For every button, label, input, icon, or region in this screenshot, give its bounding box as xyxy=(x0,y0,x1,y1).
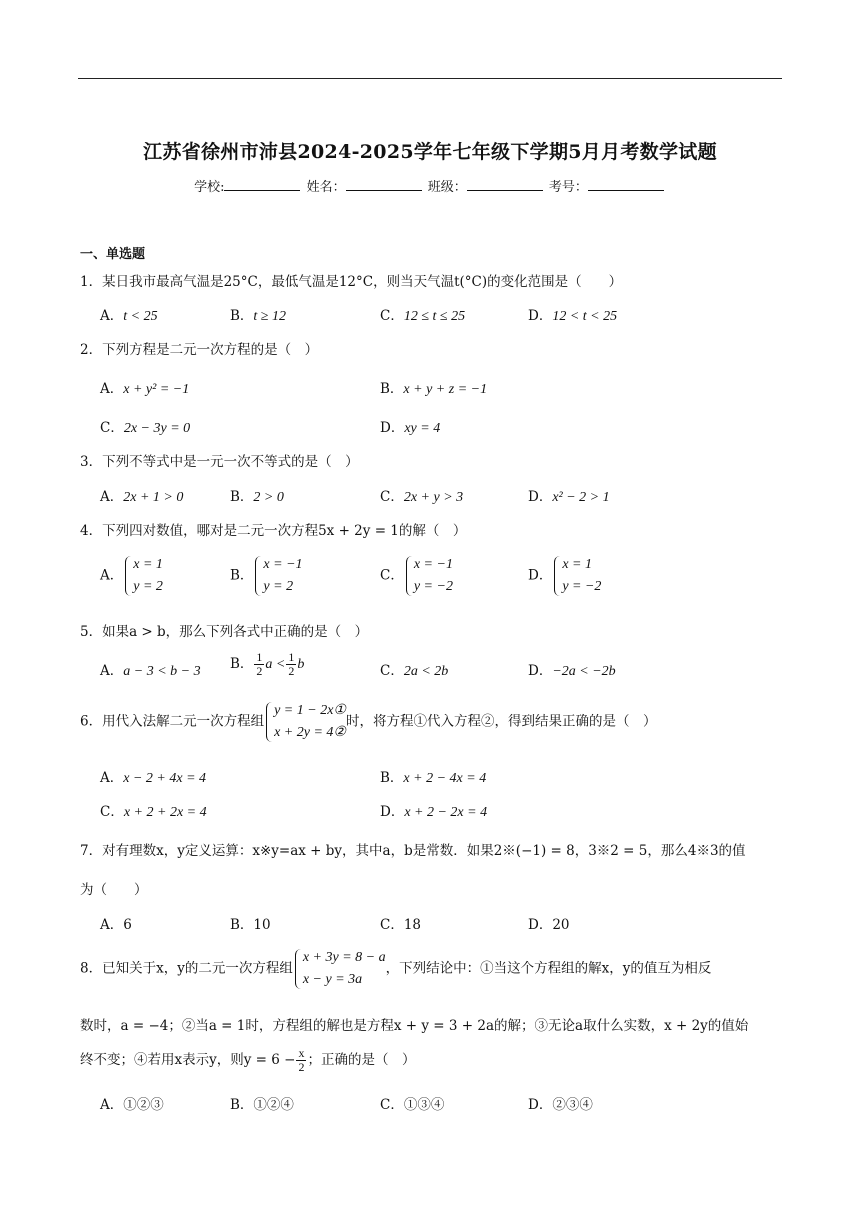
option-value: a − 3 < b − 3 xyxy=(123,664,201,679)
q6-option-c[interactable] xyxy=(100,800,207,821)
number-blank[interactable] xyxy=(588,178,664,191)
option-value: 18 xyxy=(403,917,422,933)
page-title: 江苏省徐州市沛县2024-2025学年七年级下学期5月月考数学试题 xyxy=(143,141,717,163)
option-label: D． xyxy=(380,420,405,436)
equation: x + 3y = 8 − a xyxy=(302,950,386,965)
school-blank[interactable] xyxy=(224,178,300,191)
option-label: A． xyxy=(100,308,124,324)
option-value: 12 < t < 25 xyxy=(552,309,618,324)
q8-option-a[interactable] xyxy=(100,1093,164,1113)
option-label: D． xyxy=(528,1097,553,1113)
q4-option-c[interactable] xyxy=(380,554,453,598)
q2-option-b[interactable] xyxy=(380,377,487,398)
question-4-stem: 4．下列四对数值，哪对是二元一次方程5x + 2y = 1的解（ ） xyxy=(80,523,467,539)
equation-system xyxy=(123,554,163,598)
option-value: 2x − 3y = 0 xyxy=(123,421,191,436)
question-7-stem: 7．对有理数x，y定义运算：x※y=ax + by，其中a，b是常数．如果2※(−1) = 8，3※2 = 5，那么4※3的值 xyxy=(80,843,746,859)
option-label: A． xyxy=(100,567,124,584)
question-5-stem: 5．如果a > b，那么下列各式中正确的是（ ） xyxy=(80,624,369,640)
equation-system xyxy=(404,554,453,598)
option-label: A． xyxy=(100,1097,124,1113)
equation: x = 1 xyxy=(133,557,163,572)
equation: x = −1 xyxy=(263,557,303,572)
class-blank[interactable] xyxy=(467,178,543,191)
q3-option-a[interactable] xyxy=(100,485,183,506)
question-8-stem-cont: 数时，a = −4；②当a = 1时，方程组的解也是方程x + y = 3 + 2a的解；③无论a取什么实数，x + 2y的值始 xyxy=(80,1018,749,1034)
name-blank[interactable] xyxy=(346,178,422,191)
option-value: x − 2 + 4x = 4 xyxy=(123,771,207,786)
option-label: B． xyxy=(230,308,254,324)
option-label: B． xyxy=(230,656,254,672)
q4-option-a[interactable] xyxy=(100,554,163,598)
option-label: A． xyxy=(100,917,124,933)
option-label: B． xyxy=(230,1097,254,1113)
q5-option-d[interactable] xyxy=(528,659,616,680)
option-value: −2a < −2b xyxy=(552,664,616,679)
fraction: $\frac{1}{2}$ xyxy=(288,650,295,678)
option-value: b xyxy=(297,657,305,672)
option-value: 10 xyxy=(253,917,271,933)
option-label: B． xyxy=(230,917,254,933)
option-value: ②③④ xyxy=(552,1097,593,1113)
header-rule xyxy=(78,78,782,79)
option-label: D． xyxy=(528,917,553,933)
q7-option-b[interactable] xyxy=(230,913,271,933)
q3-option-c[interactable] xyxy=(380,485,463,506)
equation: x = 1 xyxy=(562,557,592,572)
q2-option-c[interactable] xyxy=(100,416,190,437)
q6-option-b[interactable] xyxy=(380,766,486,787)
option-label: A． xyxy=(100,663,124,679)
question-6-stem xyxy=(80,700,656,744)
q8-option-d[interactable] xyxy=(528,1093,593,1113)
option-value: 2x + 1 > 0 xyxy=(123,490,184,505)
q3-option-b[interactable] xyxy=(230,485,284,506)
option-label: C． xyxy=(380,917,404,933)
equation: y = 2 xyxy=(133,579,163,594)
fraction: $\frac{1}{2}$ xyxy=(256,650,263,678)
q8-option-c[interactable] xyxy=(380,1093,444,1113)
option-value: x + 2 − 2x = 4 xyxy=(404,805,488,820)
stem-text: ；正确的是（ ） xyxy=(307,1052,416,1068)
q2-option-a[interactable] xyxy=(100,377,189,398)
question-7-stem-cont: 为（ ） xyxy=(80,882,148,898)
option-label: D． xyxy=(380,804,405,820)
stem-text: ，下列结论中：①当这个方程组的解x，y的值互为相反 xyxy=(385,960,712,977)
equation: x = −1 xyxy=(413,557,453,572)
option-label: A． xyxy=(100,381,124,397)
question-3-stem: 3．下列不等式中是一元一次不等式的是（ ） xyxy=(80,454,359,470)
equation-system xyxy=(552,554,601,598)
question-1-stem: 1．某日我市最高气温是25°C，最低气温是12°C，则当天气温t(°C)的变化范围是（ ） xyxy=(80,274,623,290)
q4-option-d[interactable] xyxy=(528,554,601,598)
option-value: 2a < 2b xyxy=(403,664,449,679)
option-value: 6 xyxy=(123,917,132,933)
equation: x − y = 3a xyxy=(302,972,363,987)
option-label: B． xyxy=(380,381,404,397)
student-info-line xyxy=(0,176,860,195)
equation-system xyxy=(253,554,302,598)
option-label: C． xyxy=(380,308,404,324)
option-value: x + y + z = −1 xyxy=(403,382,488,397)
option-value: 2 > 0 xyxy=(253,490,284,505)
option-value: a < xyxy=(265,657,286,672)
question-8-stem-end xyxy=(80,1047,415,1074)
option-label: C． xyxy=(100,420,124,436)
q6-option-a[interactable] xyxy=(100,766,206,787)
q4-option-b[interactable] xyxy=(230,554,303,598)
option-label: C． xyxy=(100,804,124,820)
option-value: x + y² = −1 xyxy=(123,382,190,397)
option-value: ①③④ xyxy=(403,1097,445,1113)
question-2-stem: 2．下列方程是二元一次方程的是（ ） xyxy=(80,342,319,358)
stem-text: 终不变；④若用x表示y，则y = 6 − xyxy=(80,1052,296,1068)
q5-option-a[interactable] xyxy=(100,659,201,680)
name-label: 姓名： xyxy=(306,180,346,195)
option-label: C． xyxy=(380,663,404,679)
option-label: B． xyxy=(230,567,254,584)
option-label: C． xyxy=(380,567,404,584)
option-label: D． xyxy=(528,663,553,679)
option-label: D． xyxy=(528,489,553,505)
q3-option-d[interactable] xyxy=(528,485,610,506)
q7-option-c[interactable] xyxy=(380,913,421,933)
equation-system xyxy=(293,947,386,991)
option-label: B． xyxy=(380,770,404,786)
option-label: C． xyxy=(380,489,404,505)
stem-text: 时，将方程①代入方程②，得到结果正确的是（ ） xyxy=(345,713,657,730)
fraction: $\frac{x}{2}$ xyxy=(298,1046,305,1074)
q5-option-c[interactable] xyxy=(380,659,448,680)
option-value: x² − 2 > 1 xyxy=(552,490,610,505)
option-value: ①②④ xyxy=(253,1097,294,1113)
q1-option-b[interactable] xyxy=(230,304,286,325)
q1-option-d[interactable] xyxy=(528,304,617,325)
option-label: B． xyxy=(230,489,254,505)
class-label: 班级： xyxy=(427,180,467,195)
equation: y = 2 xyxy=(263,579,294,594)
q7-option-d[interactable] xyxy=(528,913,570,933)
equation: y = 1 − 2x① xyxy=(274,703,346,718)
equation: y = −2 xyxy=(413,579,453,594)
question-8-stem xyxy=(80,947,711,991)
q8-option-b[interactable] xyxy=(230,1093,294,1113)
option-value: 20 xyxy=(552,917,570,933)
option-value: t < 25 xyxy=(123,309,158,324)
option-value: x + 2 + 2x = 4 xyxy=(123,805,207,820)
equation: y = −2 xyxy=(562,579,602,594)
option-value: t ≥ 12 xyxy=(253,309,286,324)
q7-option-a[interactable] xyxy=(100,913,132,933)
option-value: xy = 4 xyxy=(404,421,441,436)
option-label: D． xyxy=(528,308,553,324)
q2-option-d[interactable] xyxy=(380,416,440,437)
q1-option-c[interactable] xyxy=(380,304,465,325)
equation-system xyxy=(264,700,346,744)
number-label: 考号： xyxy=(548,180,588,195)
option-value: ①②③ xyxy=(123,1097,164,1113)
stem-text: 8．已知关于x，y的二元一次方程组 xyxy=(80,960,293,977)
stem-text: 6．用代入法解二元一次方程组 xyxy=(80,713,265,730)
option-label: C． xyxy=(380,1097,404,1113)
q1-option-a[interactable] xyxy=(100,304,158,325)
option-value: 12 ≤ t ≤ 25 xyxy=(403,309,466,324)
q5-option-b[interactable] xyxy=(230,651,304,678)
option-label: A． xyxy=(100,770,124,786)
option-label: A． xyxy=(100,489,124,505)
school-label: 学校: xyxy=(194,180,225,195)
q6-option-d[interactable] xyxy=(380,800,487,821)
option-value: x + 2 − 4x = 4 xyxy=(403,771,487,786)
option-label: D． xyxy=(528,567,553,584)
equation: x + 2y = 4② xyxy=(274,725,346,740)
option-value: 2x + y > 3 xyxy=(403,490,464,505)
section-heading: 一、单选题 xyxy=(80,247,146,262)
